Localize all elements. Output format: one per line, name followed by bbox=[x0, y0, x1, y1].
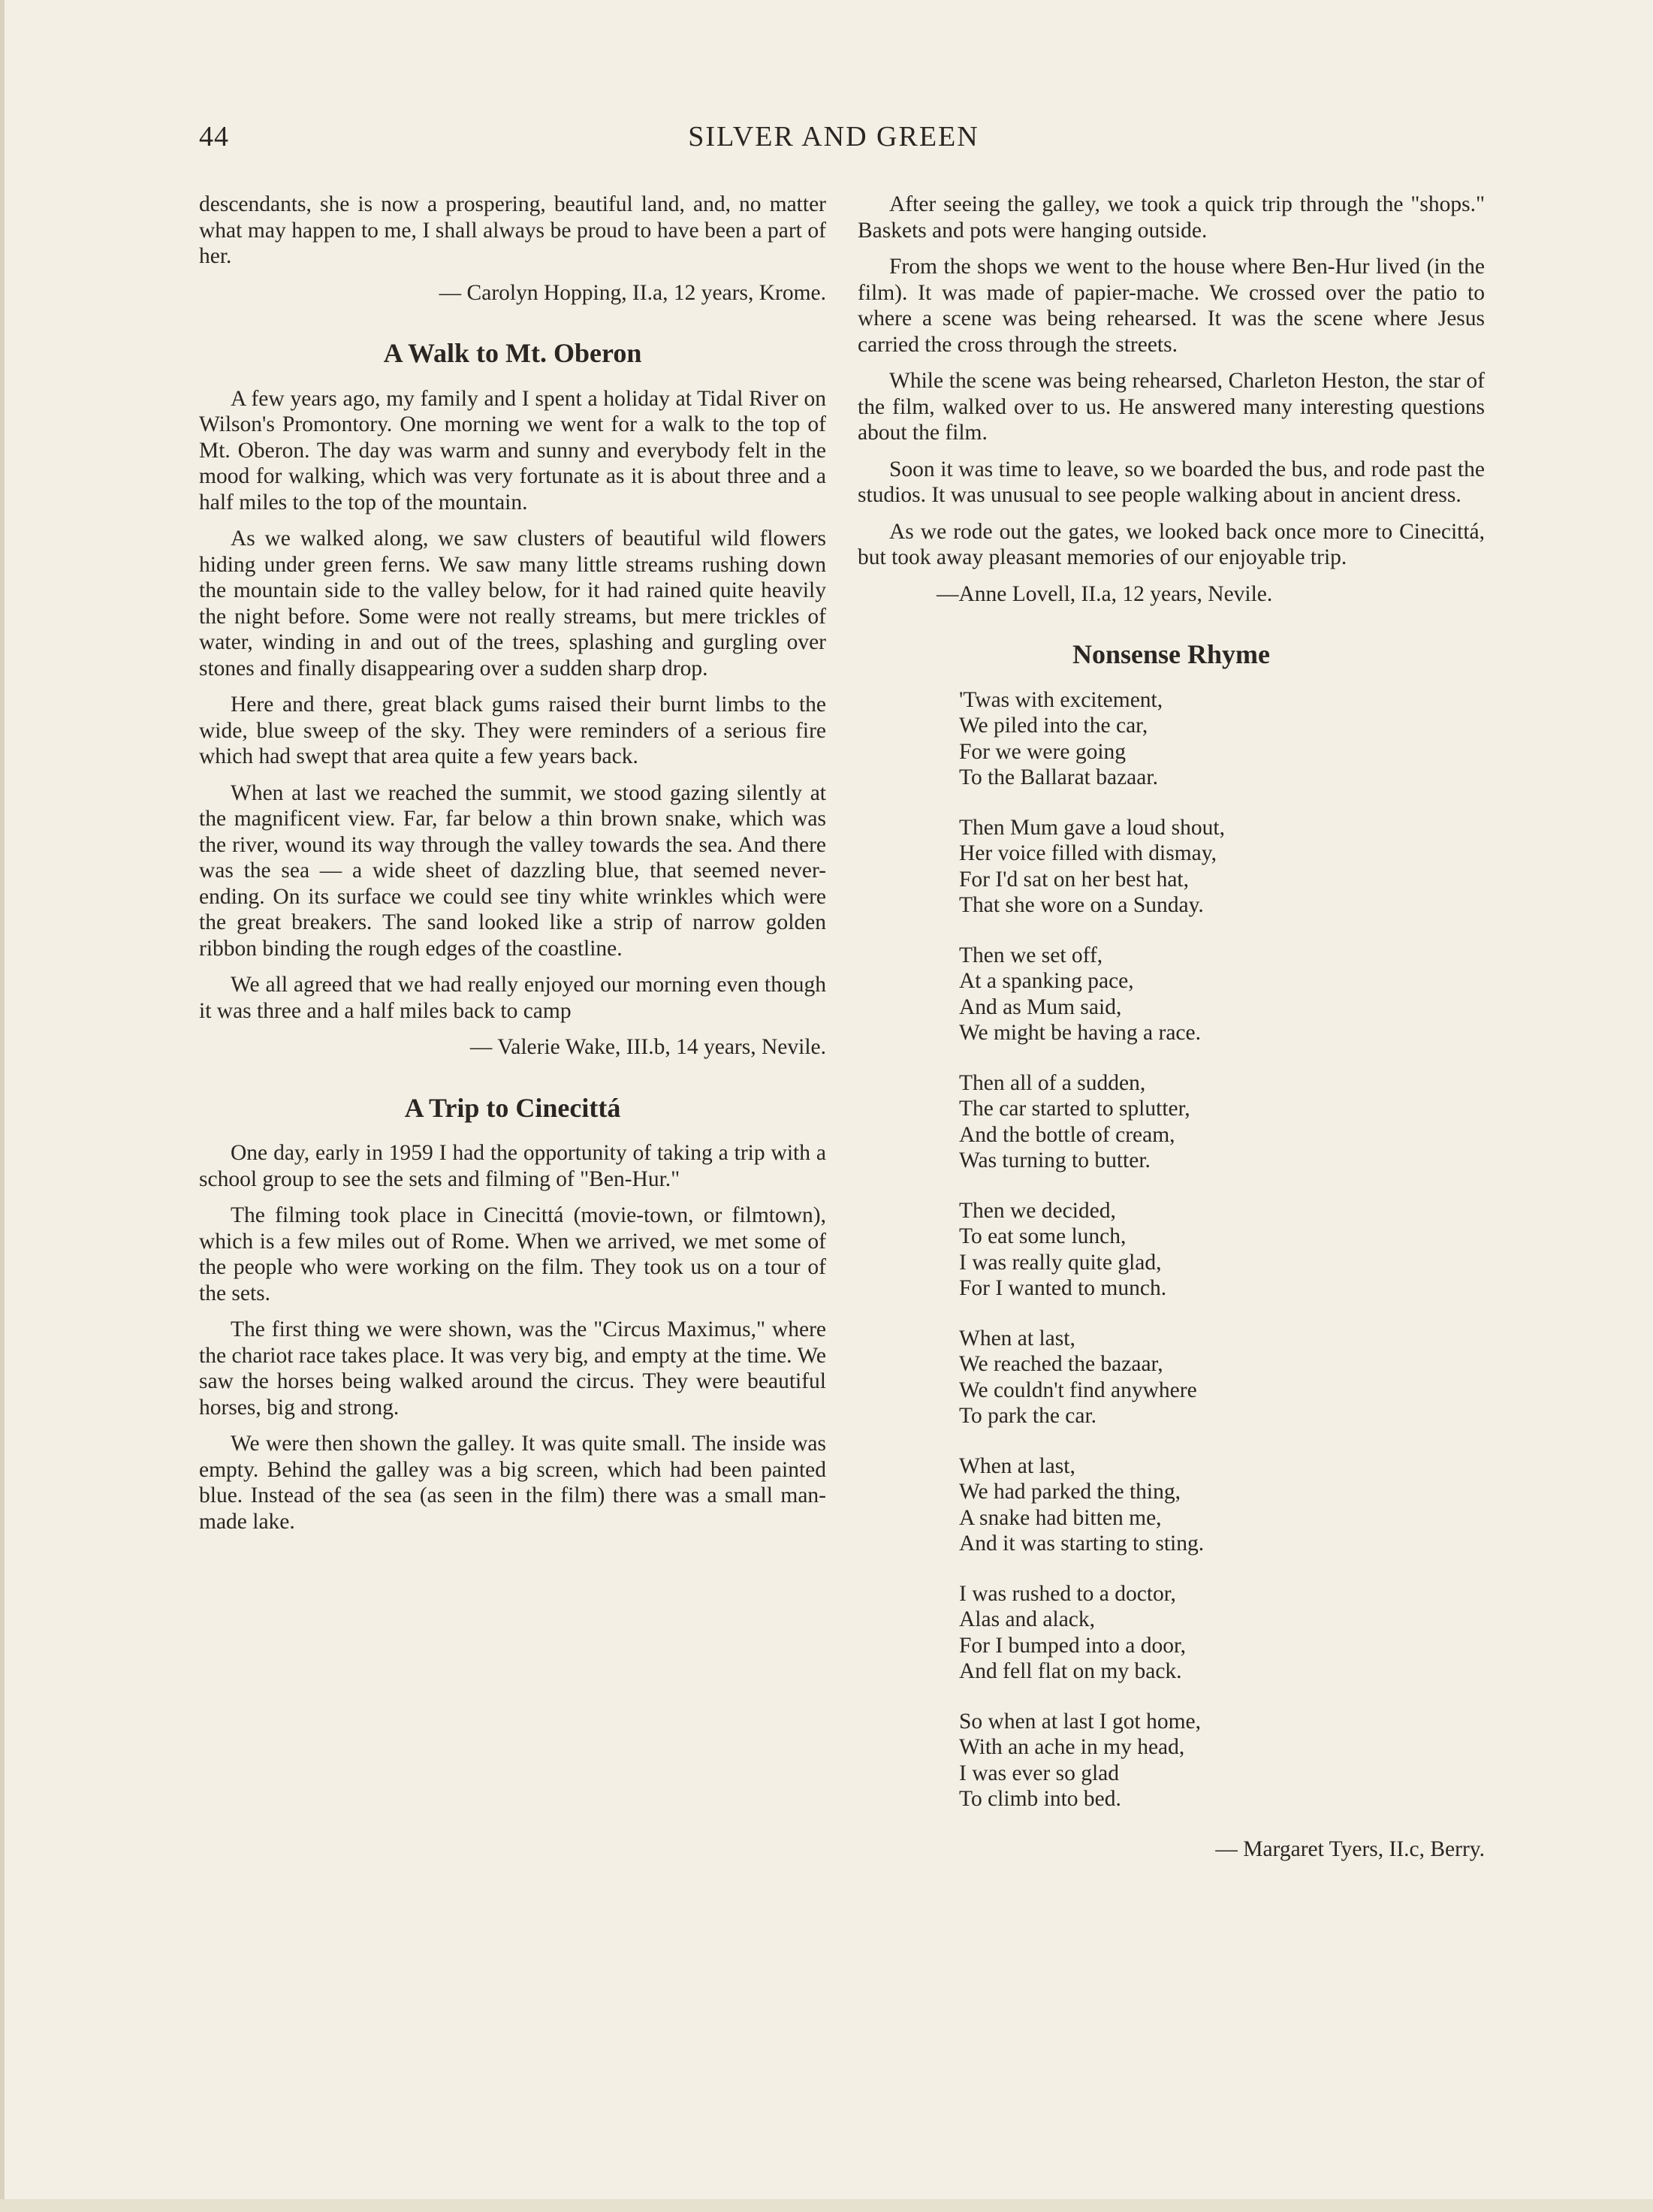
trip-paragraph: The first thing we were shown, was the "Circus Maximus," where the chariot race takes place. It was very big, and empty at the time. We saw the horses being walked around the circus. They were beautiful horses, big and strong. bbox=[199, 1317, 826, 1420]
poem-line: Then all of a sudden, bbox=[959, 1070, 1146, 1095]
rhyme-poem bbox=[959, 687, 1485, 1812]
poem-line: I was rushed to a doctor, bbox=[959, 1581, 1176, 1606]
walk-paragraph: We all agreed that we had really enjoyed our morning even though it was three and a half miles back to camp bbox=[199, 973, 826, 1023]
page-header bbox=[199, 120, 1468, 165]
walk-paragraph: Here and there, great black gums raised their burnt limbs to the wide, blue sweep of the sky. They were reminders of a serious fire which had swept that area quite a few years back. bbox=[199, 693, 826, 768]
poem-line: So when at last I got home, bbox=[959, 1709, 1201, 1734]
walk-paragraph: A few years ago, my family and I spent a holiday at Tidal River on Wilson's Promontory. One morning we went for a walk to the top of Mt. Oberon. The day was warm and sunny and everybody felt in the mood for walking, which was very fortunate as it is about three and a half miles to the top of the mountain. bbox=[199, 386, 826, 515]
trip-paragraph: The filming took place in Cinecittá (movie-town, or filmtown), which is a few miles out of Rome. When we arrived, we met some of the people who were working on the film. They took us on a tour of the sets. bbox=[199, 1203, 826, 1305]
stanza bbox=[959, 1581, 1485, 1685]
poem-line: I was ever so glad bbox=[959, 1761, 1119, 1785]
poem-line: Was turning to butter. bbox=[959, 1148, 1151, 1172]
page-number: 44 bbox=[199, 121, 229, 152]
trip-paragraph: After seeing the galley, we took a quick trip through the "shops." Baskets and pots were hanging outside. bbox=[858, 192, 1485, 243]
trip-byline: —Anne Lovell, II.a, 12 years, Nevile. bbox=[937, 581, 1273, 606]
poem-line: For we were going bbox=[959, 739, 1127, 764]
poem-line: To park the car. bbox=[959, 1404, 1097, 1428]
poem-line: To climb into bed. bbox=[959, 1787, 1121, 1811]
poem-line: Alas and alack, bbox=[959, 1607, 1096, 1631]
poem-line: And fell flat on my back. bbox=[959, 1659, 1182, 1683]
trip-paragraph: One day, early in 1959 I had the opportunity of taking a trip with a school group to see the sets and filming of "Ben-Hur." bbox=[199, 1141, 826, 1191]
poem-line: For I bumped into a door, bbox=[959, 1633, 1186, 1658]
poem-line: To eat some lunch, bbox=[959, 1224, 1127, 1248]
poem-line: Then Mum gave a loud shout, bbox=[959, 815, 1225, 840]
stanza bbox=[959, 1709, 1485, 1812]
poem-line: For I wanted to munch. bbox=[959, 1276, 1167, 1300]
poem-line: Then we decided, bbox=[959, 1198, 1116, 1223]
poem-line: For I'd sat on her best hat, bbox=[959, 867, 1189, 892]
left-column bbox=[199, 192, 826, 1545]
poem-line: Then we set off, bbox=[959, 943, 1103, 967]
poem-line: And as Mum said, bbox=[959, 994, 1122, 1019]
stanza bbox=[959, 1070, 1485, 1174]
stanza bbox=[959, 1198, 1485, 1302]
page-edge bbox=[0, 0, 5, 2212]
intro-byline: — Carolyn Hopping, II.a, 12 years, Krome. bbox=[439, 280, 826, 305]
poem-line: With an ache in my head, bbox=[959, 1735, 1185, 1759]
rhyme-byline: — Margaret Tyers, II.c, Berry. bbox=[1215, 1836, 1485, 1861]
poem-line: 'Twas with excitement, bbox=[959, 687, 1163, 712]
trip-paragraph: As we rode out the gates, we looked back once more to Cinecittá, but took away pleasant memories of our enjoyable trip. bbox=[858, 519, 1485, 569]
stanza bbox=[959, 943, 1485, 1046]
poem-line: And the bottle of cream, bbox=[959, 1122, 1175, 1147]
poem-line: Her voice filled with dismay, bbox=[959, 841, 1217, 865]
stanza bbox=[959, 1453, 1485, 1557]
rhyme-title: Nonsense Rhyme bbox=[1072, 639, 1270, 669]
journal-title: SILVER AND GREEN bbox=[688, 121, 979, 152]
poem-line: The car started to splutter, bbox=[959, 1097, 1190, 1121]
poem-line: I was really quite glad, bbox=[959, 1250, 1162, 1275]
poem-line: And it was starting to sting. bbox=[959, 1532, 1205, 1556]
stanza bbox=[959, 1326, 1485, 1429]
poem-line: We reached the bazaar, bbox=[959, 1352, 1163, 1376]
poem-line: That she wore on a Sunday. bbox=[959, 893, 1204, 917]
right-column bbox=[858, 192, 1485, 1876]
walk-paragraph: As we walked along, we saw clusters of beautiful wild flowers hiding under green ferns. We saw many little streams rushing down the mountain side to the valley below, for it had rained quite heavily the night before. Some were not really streams, but mere trickles of water, winding in and out of the trees, splashing and gurgling over stones and finally disappearing over a sudden sharp drop. bbox=[199, 527, 826, 680]
poem-line: A snake had bitten me, bbox=[959, 1505, 1162, 1530]
poem-line: We couldn't find anywhere bbox=[959, 1378, 1197, 1402]
trip-paragraph: We were then shown the galley. It was quite small. The inside was empty. Behind the galley was a big screen, which had been painted blue. Instead of the sea (as seen in the film) there was a small man-made lake. bbox=[199, 1432, 826, 1534]
trip-paragraph: While the scene was being rehearsed, Charleton Heston, the star of the film, walked over to us. He answered many interesting questions about the film. bbox=[858, 369, 1485, 445]
poem-line: We might be having a race. bbox=[959, 1021, 1201, 1045]
trip-paragraph: From the shops we went to the house where Ben-Hur lived (in the film). It was made of papier-mache. We crossed over the patio to where a scene was being rehearsed. It was the scene where Jesus carried the cross through the streets. bbox=[858, 255, 1485, 357]
trip-title: A Trip to Cinecittá bbox=[404, 1092, 621, 1123]
poem-line: We had parked the thing, bbox=[959, 1480, 1181, 1504]
intro-paragraph: descendants, she is now a prospering, beautiful land, and, no matter what may happen to me, I shall always be proud to have been a part of her. bbox=[199, 192, 826, 268]
stanza bbox=[959, 687, 1485, 791]
walk-byline: — Valerie Wake, III.b, 14 years, Nevile. bbox=[469, 1035, 826, 1059]
poem-line: We piled into the car, bbox=[959, 714, 1148, 738]
poem-line: When at last, bbox=[959, 1453, 1075, 1478]
trip-paragraph: Soon it was time to leave, so we boarded the bus, and rode past the studios. It was unusual to see people walking about in ancient dress. bbox=[858, 457, 1485, 507]
poem-line: When at last, bbox=[959, 1326, 1075, 1350]
poem-line: To the Ballarat bazaar. bbox=[959, 765, 1158, 789]
stanza bbox=[959, 815, 1485, 919]
walk-paragraph: When at last we reached the summit, we stood gazing silently at the magnificent view. Far, far below a thin brown snake, which was the river, wound its way through the valley towards the sea. And there was the sea — a wide sheet of dazzling blue, that seemed never-ending. On its surface we could see tiny white wrinkles which were the great breakers. The sand looked like a strip of narrow golden ribbon binding the rough edges of the coastline. bbox=[199, 780, 826, 961]
page-bottom-edge bbox=[0, 2199, 1653, 2212]
walk-title: A Walk to Mt. Oberon bbox=[383, 338, 642, 368]
poem-line: At a spanking pace, bbox=[959, 969, 1134, 993]
